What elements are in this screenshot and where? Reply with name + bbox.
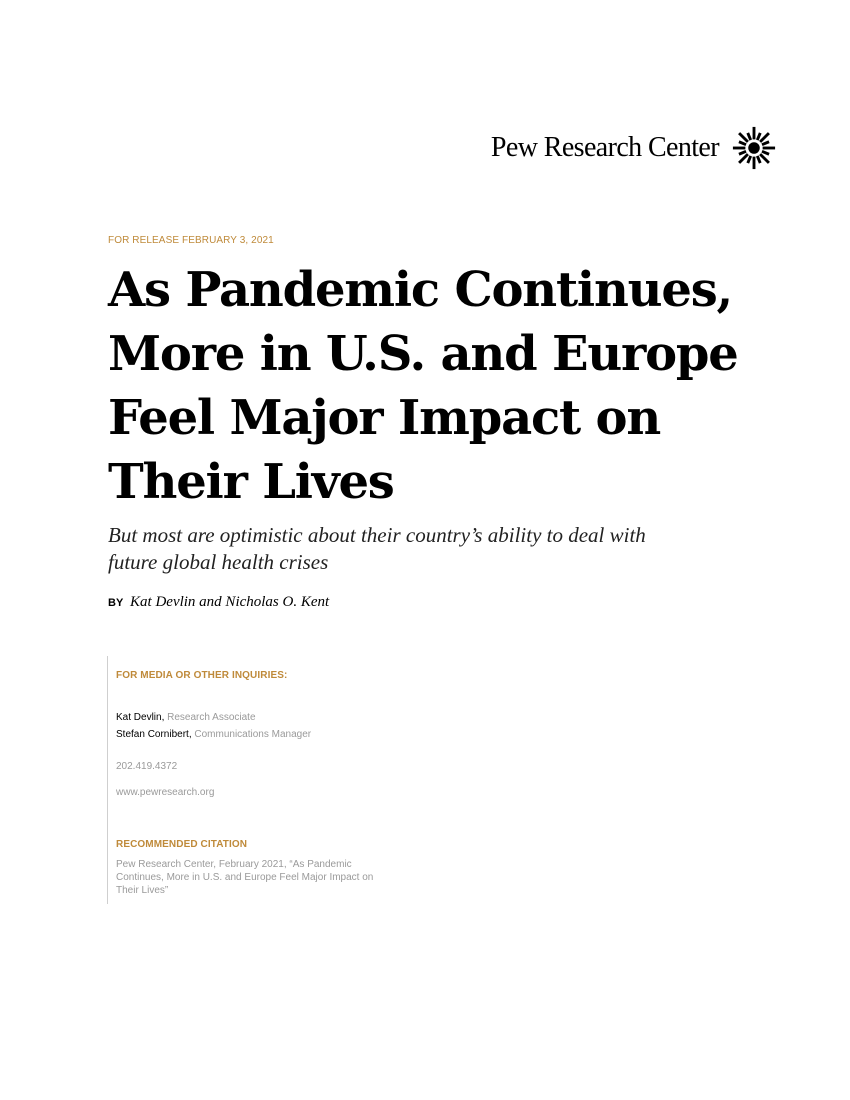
citation-text: [116, 858, 396, 897]
pew-logo: [491, 125, 777, 171]
title-line: Their Lives: [108, 454, 394, 510]
sunburst-icon: [731, 125, 777, 171]
subtitle-line: future global health crises: [108, 550, 329, 574]
report-title: [108, 258, 768, 514]
title-line: Feel Major Impact on: [108, 390, 661, 446]
logo-text: Pew Research Center: [490, 132, 719, 163]
byline-authors: Kat Devlin and Nicholas O. Kent: [130, 594, 330, 610]
inquiries-heading: FOR MEDIA OR OTHER INQUIRIES:: [116, 670, 288, 681]
release-date: FOR RELEASE FEBRUARY 3, 2021: [108, 235, 274, 246]
citation-line: Their Lives”: [116, 885, 169, 896]
contact-name: Stefan Cornibert,: [116, 729, 192, 740]
citation-heading: RECOMMENDED CITATION: [116, 839, 248, 850]
citation-line: Pew Research Center, February 2021, “As Pandemic: [116, 859, 352, 870]
phone-number: 202.419.4372: [116, 761, 178, 772]
report-subtitle: [108, 522, 748, 576]
contact-role: Research Associate: [167, 712, 256, 723]
contact-sidebar: [107, 656, 416, 904]
title-line: More in U.S. and Europe: [108, 326, 738, 382]
website-link[interactable]: www.pewresearch.org: [116, 787, 215, 798]
contact-role: Communications Manager: [194, 729, 312, 740]
byline-label: BY: [108, 597, 124, 609]
contact-name: Kat Devlin,: [116, 712, 165, 723]
subtitle-line: But most are optimistic about their country’s ability to deal with: [108, 523, 646, 547]
title-line: As Pandemic Continues,: [108, 262, 733, 318]
citation-line: Continues, More in U.S. and Europe Feel Major Impact on: [116, 872, 374, 883]
byline: [108, 594, 329, 611]
contact-kat-devlin: [116, 712, 256, 723]
contact-stefan-cornibert: [116, 729, 311, 740]
